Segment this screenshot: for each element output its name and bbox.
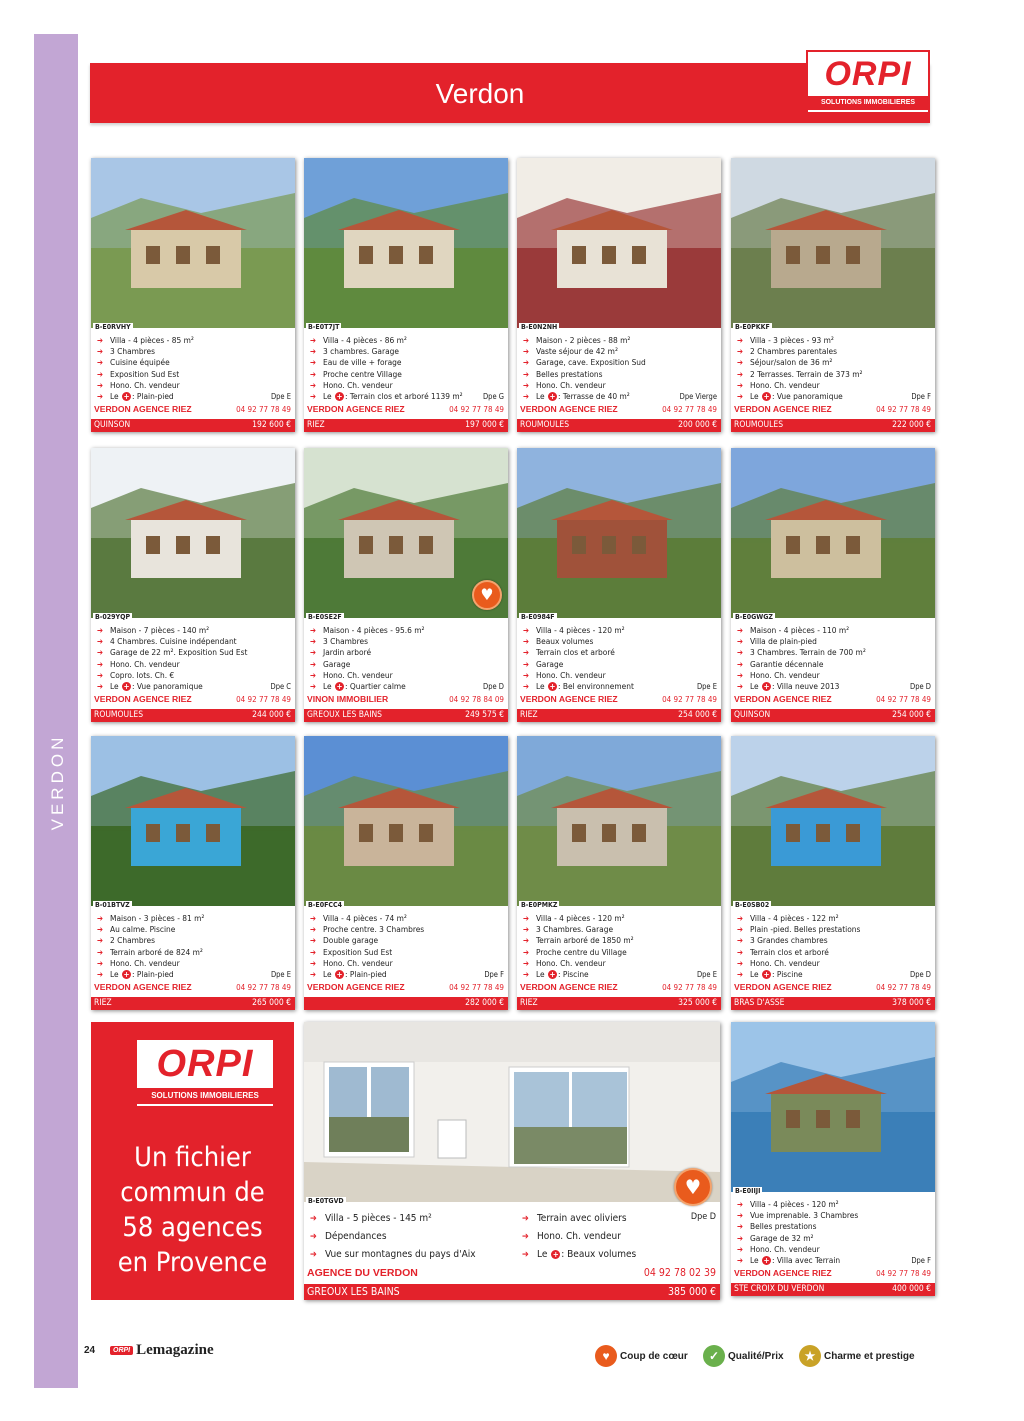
agency-name: VERDON AGENCE RIEZ: [520, 694, 618, 704]
feature-item: ➔ Hono. Ch. vendeur: [97, 958, 291, 969]
agency-phone: 04 92 77 78 49: [236, 405, 291, 414]
feature-list: [97, 625, 291, 692]
price-bar: [91, 709, 295, 722]
featured-phone: 04 92 78 02 39: [643, 1267, 716, 1279]
feature-le: [737, 681, 931, 692]
coup-de-coeur-icon: ♥: [674, 1168, 712, 1206]
featured-photo: [304, 1022, 720, 1202]
town: STE CROIX DU VERDON: [734, 1284, 825, 1294]
feature-item: ➔ Villa - 4 pièces - 85 m²: [97, 335, 291, 346]
logo-sub: SOLUTIONS IMMOBILIERES: [808, 96, 928, 110]
plus-icon: +: [549, 682, 556, 692]
dpe-rating: Dpe D: [910, 682, 931, 691]
price: 197 000 €: [465, 420, 504, 430]
listing-card[interactable]: [304, 736, 508, 1010]
dpe-rating: Dpe E: [696, 970, 717, 979]
price: 249 575 €: [465, 710, 504, 720]
feature-item: ➔ Garage de 32 m²: [737, 1233, 931, 1244]
listing-photo: [304, 158, 508, 328]
plus-icon: +: [763, 392, 770, 402]
feature-item: ➔ Hono. Ch. vendeur: [737, 958, 931, 969]
feature-item: ➔ Villa - 3 pièces - 93 m²: [737, 335, 931, 346]
feature-item: ➔ 3 Grandes chambres: [737, 935, 931, 946]
feature-le: [737, 1255, 931, 1266]
agency-name: VINON IMMOBILIER: [307, 694, 389, 704]
feature-item: ➔ 3 Chambres. Terrain de 700 m²: [737, 647, 931, 658]
town: BRAS D'ASSE: [734, 998, 785, 1008]
dpe-rating: Dpe E: [270, 392, 291, 401]
agency-name: VERDON AGENCE RIEZ: [94, 694, 192, 704]
sidebar-band: [34, 34, 78, 1388]
le-text: : Piscine: [771, 969, 803, 980]
dpe-rating: Dpe F: [911, 392, 931, 401]
agency-phone: 04 92 77 78 49: [449, 983, 504, 992]
feature-le: [310, 969, 504, 980]
feature-item: ➔ Hono. Ch. vendeur: [523, 380, 717, 391]
feature-list: [97, 335, 291, 402]
price: 254 000 €: [892, 710, 931, 720]
legend-label: Charme et prestige: [824, 1350, 915, 1362]
listing-ref: B-E0N2NH: [521, 323, 558, 331]
feature-item: ➔ Terrain arboré de 1850 m²: [523, 935, 717, 946]
plus-icon: +: [336, 970, 343, 980]
listing-ref: B-E0PKKF: [735, 323, 770, 331]
feature-item: ➔ Jardin arboré: [310, 647, 504, 658]
feature-item: ➔ Villa - 4 pièces - 120 m²: [737, 1199, 931, 1210]
listing-card[interactable]: [731, 158, 935, 432]
agency-phone: 04 92 77 78 49: [662, 983, 717, 992]
feature-item: ➔ Au calme. Piscine: [97, 924, 291, 935]
agency-phone: 04 92 77 78 49: [236, 695, 291, 704]
feature-le: [97, 391, 291, 402]
le-prefix: Le: [536, 391, 545, 402]
town: RIEZ: [307, 420, 325, 430]
featured-dpe: Dpe D: [690, 1212, 716, 1222]
featured-price-bar: [304, 1284, 720, 1300]
page-number: 24: [84, 1345, 96, 1356]
feature-item: ➔ Maison - 2 pièces - 88 m²: [523, 335, 717, 346]
le-text: : Beaux volumes: [561, 1249, 637, 1260]
feature-item: ➔ Beaux volumes: [523, 636, 717, 647]
agency-phone: 04 92 77 78 49: [876, 405, 931, 414]
listing-ref: B-E0FCC4: [308, 901, 343, 909]
dpe-rating: Dpe D: [910, 970, 931, 979]
coup-de-coeur-icon: ♥: [595, 1345, 617, 1367]
le-prefix: Le: [537, 1249, 548, 1260]
feature-item: ➔ Maison - 4 pièces - 95.6 m²: [310, 625, 504, 636]
feature-item: ➔ Séjour/salon de 36 m²: [737, 357, 931, 368]
agency-phone: 04 92 77 78 49: [876, 695, 931, 704]
feature-item: ➔ Vue imprenable. 3 Chambres: [737, 1210, 931, 1221]
dpe-rating: Dpe E: [270, 970, 291, 979]
feature-item: ➔ 3 chambres. Garage: [310, 346, 504, 357]
qualite-prix-icon: ✓: [703, 1345, 725, 1367]
feature-item: ➔ Belles prestations: [523, 369, 717, 380]
feature-list: [310, 335, 504, 402]
feature-item: ➔ 2 Terrasses. Terrain de 373 m²: [737, 369, 931, 380]
listing-photo: [517, 448, 721, 618]
price-bar: [731, 709, 935, 722]
feature-item: ➔ Hono. Ch. vendeur: [522, 1228, 636, 1246]
feature-item: ➔ Cuisine équipée: [97, 357, 291, 368]
le-prefix: Le: [750, 391, 759, 402]
legend-charme-prestige: [799, 1345, 915, 1367]
price-bar: [731, 419, 935, 432]
price: 192 600 €: [252, 420, 291, 430]
le-text: : Vue panoramique: [131, 681, 203, 692]
promo-orpi-logo: [135, 1038, 275, 1108]
agency-phone: 04 92 77 78 49: [236, 983, 291, 992]
feature-item: ➔ 2 Chambres parentales: [737, 346, 931, 357]
town: RIEZ: [520, 998, 538, 1008]
agency-name: VERDON AGENCE RIEZ: [734, 694, 832, 704]
promo-line: Un fichier: [134, 1142, 251, 1173]
feature-item: ➔ 3 Chambres: [310, 636, 504, 647]
le-prefix: Le: [750, 1255, 759, 1266]
feature-item: ➔ Hono. Ch. vendeur: [737, 1244, 931, 1255]
price: 378 000 €: [892, 998, 931, 1008]
plus-icon: +: [123, 392, 130, 402]
feature-le: [737, 391, 931, 402]
listing-card[interactable]: [731, 736, 935, 1010]
feature-item: ➔ Exposition Sud Est: [310, 947, 504, 958]
feature-le: [97, 969, 291, 980]
listing-photo: [304, 736, 508, 906]
agency-phone: 04 92 77 78 49: [662, 405, 717, 414]
feature-item: ➔ Double garage: [310, 935, 504, 946]
feature-item: ➔ Eau de ville + forage: [310, 357, 504, 368]
charme-prestige-icon: ★: [799, 1345, 821, 1367]
feature-list: [737, 625, 931, 692]
listing-card[interactable]: [517, 158, 721, 432]
feature-item: ➔ Hono. Ch. vendeur: [97, 659, 291, 670]
feature-list: [97, 913, 291, 980]
feature-item: ➔ Plain -pied. Belles prestations: [737, 924, 931, 935]
listing-photo: [731, 1022, 935, 1192]
le-text: : Plain-pied: [131, 969, 174, 980]
price-bar: [91, 419, 295, 432]
agency-phone: 04 92 77 78 49: [876, 983, 931, 992]
feature-item: ➔ Villa - 4 pièces - 74 m²: [310, 913, 504, 924]
agency-name: VERDON AGENCE RIEZ: [520, 982, 618, 992]
plus-icon: +: [123, 970, 130, 980]
featured-listing[interactable]: [304, 1022, 720, 1300]
le-prefix: Le: [110, 969, 119, 980]
le-text: : Terrasse de 40 m²: [557, 391, 630, 402]
mag-mini-logo: ORPI: [110, 1346, 133, 1355]
feature-item: ➔ Hono. Ch. vendeur: [523, 958, 717, 969]
le-prefix: Le: [323, 681, 332, 692]
listing-card[interactable]: [517, 448, 721, 722]
town: RIEZ: [94, 998, 112, 1008]
town: ROUMOULES: [734, 420, 784, 430]
agency-name: VERDON AGENCE RIEZ: [734, 404, 832, 414]
featured-ref: B-E0TGVD: [308, 1197, 344, 1205]
feature-item: ➔ 2 Chambres: [97, 935, 291, 946]
listing-photo: [517, 158, 721, 328]
le-text: : Plain-pied: [344, 969, 387, 980]
feature-item: ➔ Terrain clos et arboré: [737, 947, 931, 958]
dpe-rating: Dpe F: [911, 1256, 931, 1265]
page-title: Verdon: [435, 78, 525, 109]
le-prefix: Le: [750, 681, 759, 692]
orpi-logo: [806, 50, 930, 114]
price-bar: [304, 709, 508, 722]
feature-item: ➔ Vue sur montagnes du pays d'Aix: [310, 1246, 476, 1264]
price-bar: [304, 997, 508, 1010]
price: 325 000 €: [678, 998, 717, 1008]
feature-item: ➔ 3 Chambres: [97, 346, 291, 357]
agency-name: VERDON AGENCE RIEZ: [734, 982, 832, 992]
price-bar: [517, 709, 721, 722]
feature-item: ➔ Proche centre. 3 Chambres: [310, 924, 504, 935]
feature-list: [523, 625, 717, 692]
le-prefix: Le: [110, 391, 119, 402]
promo-line: en Provence: [117, 1247, 268, 1278]
town: QUINSON: [734, 710, 771, 720]
feature-list: [737, 335, 931, 402]
price-bar: [517, 997, 721, 1010]
sidebar-label: VERDON: [48, 733, 67, 831]
price: 200 000 €: [678, 420, 717, 430]
feature-le: [310, 391, 504, 402]
feature-item: ➔ Villa - 5 pièces - 145 m²: [310, 1210, 476, 1228]
listing-ref: B-01BTVZ: [95, 901, 130, 909]
plus-icon: +: [763, 970, 770, 980]
featured-agency: AGENCE DU VERDON: [307, 1267, 418, 1279]
feature-item: ➔ Belles prestations: [737, 1221, 931, 1232]
price: 222 000 €: [892, 420, 931, 430]
le-prefix: Le: [323, 969, 332, 980]
listing-ref: B-029YQP: [95, 613, 131, 621]
feature-item: ➔ Garage de 22 m². Exposition Sud Est: [97, 647, 291, 658]
listing-ref: B-E0IIJI: [735, 1187, 761, 1195]
listing-card[interactable]: [91, 448, 295, 722]
plus-icon: +: [123, 682, 130, 692]
feature-item: ➔ Hono. Ch. vendeur: [737, 670, 931, 681]
feature-item: ➔ 4 Chambres. Cuisine indépendant: [97, 636, 291, 647]
feature-item: ➔ Villa - 4 pièces - 120 m²: [523, 625, 717, 636]
promo-text: [91, 1140, 294, 1280]
feature-item: ➔ Terrain clos et arboré: [523, 647, 717, 658]
promo-line: 58 agences: [122, 1212, 263, 1243]
feature-list: [310, 625, 504, 692]
listing-card[interactable]: [517, 736, 721, 1010]
feature-item: ➔ Maison - 7 pièces - 140 m²: [97, 625, 291, 636]
plus-icon: +: [336, 392, 343, 402]
feature-le: [523, 969, 717, 980]
feature-le: [737, 969, 931, 980]
feature-le: [310, 681, 504, 692]
le-text: : Bel environnement: [557, 681, 634, 692]
agency-name: VERDON AGENCE RIEZ: [307, 404, 405, 414]
feature-item: ➔ Garage, cave. Exposition Sud: [523, 357, 717, 368]
featured-features-left: [310, 1210, 476, 1264]
feature-item: ➔ Proche centre Village: [310, 369, 504, 380]
price: 400 000 €: [892, 1284, 931, 1294]
feature-item: ➔ Garage: [310, 659, 504, 670]
le-text: : Villa neuve 2013: [771, 681, 840, 692]
legend-label: Coup de cœur: [620, 1350, 688, 1362]
le-prefix: Le: [750, 969, 759, 980]
legend-qualite-prix: [703, 1345, 784, 1367]
dpe-rating: Dpe G: [482, 392, 504, 401]
price-bar: [91, 997, 295, 1010]
legend-label: Qualité/Prix: [728, 1350, 784, 1362]
price-bar: [731, 997, 935, 1010]
feature-list: [737, 913, 931, 980]
feature-item: ➔ Hono. Ch. vendeur: [310, 380, 504, 391]
town: QUINSON: [94, 420, 131, 430]
le-prefix: Le: [110, 681, 119, 692]
listing-ref: B-E0T7JT: [308, 323, 340, 331]
town: GREOUX LES BAINS: [307, 710, 383, 720]
price-bar: [517, 419, 721, 432]
feature-le: [522, 1246, 636, 1264]
listing-photo: [91, 158, 295, 328]
price-bar: [731, 1283, 935, 1296]
listing-photo: [91, 448, 295, 618]
dpe-rating: Dpe E: [696, 682, 717, 691]
legend-coup-de-coeur: [595, 1345, 688, 1367]
agency-name: VERDON AGENCE RIEZ: [520, 404, 618, 414]
feature-item: ➔ Garage: [523, 659, 717, 670]
feature-item: ➔ Villa - 4 pièces - 122 m²: [737, 913, 931, 924]
plus-icon: +: [763, 1256, 770, 1266]
agency-phone: 04 92 77 78 49: [876, 1269, 931, 1278]
plus-icon: +: [549, 392, 556, 402]
listing-ref: B-E0SE2F: [308, 613, 342, 621]
agency-name: VERDON AGENCE RIEZ: [94, 982, 192, 992]
feature-item: ➔ Villa de plain-pied: [737, 636, 931, 647]
listing-card[interactable]: [731, 448, 935, 722]
listing-photo: [91, 736, 295, 906]
town: RIEZ: [520, 710, 538, 720]
promo-logo-word: ORPI: [156, 1043, 254, 1085]
feature-item: ➔ Proche centre du Village: [523, 947, 717, 958]
feature-item: ➔ Hono. Ch. vendeur: [97, 380, 291, 391]
le-text: : Piscine: [557, 969, 589, 980]
promo-line: commun de: [120, 1177, 265, 1208]
feature-item: ➔ Dépendances: [310, 1228, 476, 1246]
feature-list: [310, 913, 504, 980]
agency-name: VERDON AGENCE RIEZ: [307, 982, 405, 992]
le-prefix: Le: [536, 681, 545, 692]
feature-item: ➔ Copro. lots. Ch. €: [97, 670, 291, 681]
promo-logo-sub: SOLUTIONS IMMOBILIERES: [137, 1088, 273, 1104]
feature-item: ➔ Garantie décennale: [737, 659, 931, 670]
feature-item: ➔ Terrain arboré de 824 m²: [97, 947, 291, 958]
price: 282 000 €: [465, 998, 504, 1008]
le-text: : Terrain clos et arboré 1139 m²: [344, 391, 463, 402]
listing-ref: B-E0PMKZ: [521, 901, 558, 909]
le-text: : Vue panoramique: [771, 391, 843, 402]
plus-icon: +: [552, 1250, 559, 1259]
orpi-promo-panel: [91, 1022, 294, 1300]
agency-name: VERDON AGENCE RIEZ: [734, 1268, 832, 1278]
feature-item: ➔ Villa - 4 pièces - 86 m²: [310, 335, 504, 346]
feature-list: [523, 913, 717, 980]
feature-item: ➔ Hono. Ch. vendeur: [310, 958, 504, 969]
feature-item: ➔ Vaste séjour de 42 m²: [523, 346, 717, 357]
price-bar: [304, 419, 508, 432]
le-text: : Plain-pied: [131, 391, 174, 402]
feature-item: ➔ Maison - 3 pièces - 81 m²: [97, 913, 291, 924]
town: GREOUX LES BAINS: [307, 1286, 400, 1298]
le-text: : Villa avec Terrain: [771, 1255, 841, 1266]
le-prefix: Le: [536, 969, 545, 980]
coup-de-coeur-icon: ♥: [472, 580, 502, 610]
town: ROUMOULES: [94, 710, 144, 720]
listing-ref: B-E0SB02: [735, 901, 770, 909]
listing-photo: [731, 158, 935, 328]
feature-item: ➔ 3 Chambres. Garage: [523, 924, 717, 935]
agency-name: VERDON AGENCE RIEZ: [94, 404, 192, 414]
feature-item: ➔ Exposition Sud Est: [97, 369, 291, 380]
listing-card[interactable]: [91, 158, 295, 432]
le-text: : Quartier calme: [344, 681, 406, 692]
listing-photo: [731, 736, 935, 906]
listing-ref: B-E0RVHY: [95, 323, 131, 331]
listing-card[interactable]: [304, 448, 508, 722]
feature-list: [737, 1199, 931, 1266]
dpe-rating: Dpe Vierge: [679, 392, 717, 401]
feature-le: [523, 681, 717, 692]
feature-item: ➔ Maison - 4 pièces - 110 m²: [737, 625, 931, 636]
price: 385 000 €: [667, 1286, 716, 1298]
listing-card[interactable]: [91, 736, 295, 1010]
dpe-rating: Dpe C: [270, 682, 291, 691]
dpe-rating: Dpe F: [484, 970, 504, 979]
agency-phone: 04 92 78 84 09: [449, 695, 504, 704]
le-prefix: Le: [323, 391, 332, 402]
feature-le: [97, 681, 291, 692]
listing-photo: [731, 448, 935, 618]
magazine-logo: [110, 1342, 214, 1359]
plus-icon: +: [336, 682, 343, 692]
feature-item: ➔ Hono. Ch. vendeur: [310, 670, 504, 681]
price: 254 000 €: [678, 710, 717, 720]
feature-item: ➔ Villa - 4 pièces - 120 m²: [523, 913, 717, 924]
price: 265 000 €: [252, 998, 291, 1008]
listing-card[interactable]: [304, 158, 508, 432]
listing-card[interactable]: [731, 1022, 935, 1296]
logo-word: ORPI: [824, 55, 912, 93]
feature-item: ➔ Hono. Ch. vendeur: [737, 380, 931, 391]
feature-item: ➔ Terrain avec oliviers: [522, 1210, 636, 1228]
listing-photo: [517, 736, 721, 906]
plus-icon: +: [763, 682, 770, 692]
dpe-rating: Dpe D: [483, 682, 504, 691]
listing-ref: B-E0984F: [521, 613, 555, 621]
feature-item: ➔ Hono. Ch. vendeur: [523, 670, 717, 681]
featured-features-right: [522, 1210, 636, 1264]
town: ROUMOULES: [520, 420, 570, 430]
agency-phone: 04 92 77 78 49: [449, 405, 504, 414]
plus-icon: +: [549, 970, 556, 980]
listing-ref: B-E0GWGZ: [735, 613, 773, 621]
mag-name: Lemagazine: [136, 1342, 214, 1358]
agency-phone: 04 92 77 78 49: [662, 695, 717, 704]
price: 244 000 €: [252, 710, 291, 720]
